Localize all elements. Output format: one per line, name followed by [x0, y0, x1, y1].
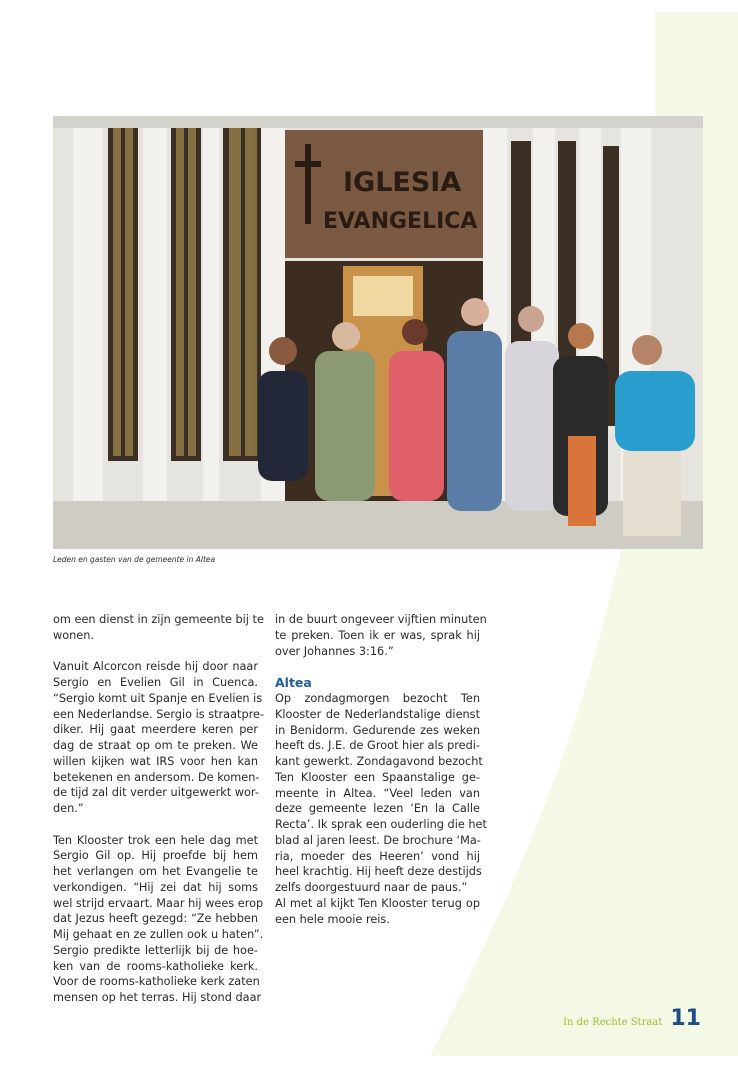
- text-line: Mij gehaat en ze zullen ook u haten”.: [53, 928, 264, 941]
- text-line: heeft ds. J.E. de Groot hier als predi-: [275, 739, 480, 753]
- text-line: Al met al kijkt Ten Klooster terug op: [275, 896, 480, 910]
- text-line: een Nederlandse. Sergio is straatpre-: [53, 707, 265, 721]
- text-line: diker. Hij gaat meerdere keren per: [53, 723, 258, 737]
- text-line: Sergio Gil op. Hij proefde bij hem: [53, 849, 258, 863]
- text-line: ken van de rooms-katholieke kerk.: [53, 959, 258, 973]
- paragraph-gap: [53, 817, 258, 833]
- paragraph-gap: [275, 659, 480, 675]
- text-line: Voor de rooms-katholieke kerk zaten: [53, 975, 260, 989]
- text-line: over Johannes 3:16.”: [275, 644, 394, 658]
- text-line: wel strijd ervaart. Maar hij wees erop: [53, 896, 264, 910]
- text-line: Sergio predikte letterlijk bij de hoe-: [53, 943, 258, 957]
- text-line: om een dienst in zijn gemeente bij te: [53, 613, 264, 626]
- text-line: te preken. Toen ik er was, sprak hij: [275, 628, 480, 642]
- text-line: Recta’. Ik sprak een ouderling die het: [275, 818, 487, 831]
- text-line: Klooster de Nederlandstalige dienst: [275, 707, 480, 721]
- text-line: “Sergio komt uit Spanje en Evelien is: [53, 691, 263, 705]
- text-line: het verlangen om het Evangelie te: [53, 865, 258, 878]
- photo-caption: Leden en gasten van de gemeente in Altea: [53, 555, 216, 564]
- text-line: in de buurt ongeveer vijftien minuten: [275, 613, 487, 626]
- text-line: wonen.: [53, 628, 95, 642]
- page-number: 11: [670, 1006, 701, 1031]
- text-line: verkondigen. “Hij zei dat hij soms: [53, 880, 258, 894]
- text-line: heel krachtig. Hij heeft deze destijds: [275, 865, 482, 879]
- text-line: dag de straat op om te preken. We: [53, 739, 258, 752]
- article-column-2: [275, 612, 487, 927]
- text-line: meente in Altea. “Veel leden van: [275, 786, 480, 800]
- paragraph-gap: [53, 644, 258, 660]
- text-line: ria, moeder des Heeren’ vond hij: [275, 849, 480, 863]
- text-line: kant gewerkt. Zondagavond bezocht: [275, 755, 483, 768]
- sign-text-line2: EVANGELICA: [323, 209, 478, 234]
- text-line: in Benidorm. Gedurende zes weken: [275, 723, 480, 737]
- text-line: Op zondagmorgen bezocht Ten: [275, 692, 480, 705]
- text-line: een hele mooie reis.: [275, 912, 390, 926]
- text-line: zelfs doorgestuurd naar de paus.”: [275, 881, 468, 894]
- text-line: de tijd zal dit verder uitgewerkt wor-: [53, 786, 259, 800]
- article-column-1: [53, 612, 265, 1006]
- magazine-title: In de Rechte Straat: [563, 1017, 663, 1028]
- text-line: deze gemeente lezen ‘En la Calle: [275, 802, 480, 816]
- text-line: mensen op het terras. Hij stond daar: [53, 991, 262, 1004]
- text-line: betekenen en andersom. De komen-: [53, 770, 260, 784]
- page-footer: [563, 1006, 701, 1031]
- text-line: blad al jaren leest. De brochure ‘Ma-: [275, 833, 481, 847]
- text-line: Sergio en Evelien Gil in Cuenca.: [53, 676, 258, 689]
- text-line: Ten Klooster een Spaanstalige ge-: [275, 770, 480, 784]
- text-line: willen kijken wat IRS voor hen kan: [53, 754, 258, 768]
- section-heading: Altea: [275, 675, 312, 690]
- text-line: Ten Klooster trok een hele dag met: [53, 833, 258, 847]
- text-line: den.”: [53, 802, 84, 815]
- sign-text-line1: IGLESIA: [343, 167, 462, 198]
- text-line: Vanuit Alcorcon reisde hij door naar: [53, 660, 258, 674]
- church-photo: [53, 116, 703, 549]
- text-line: dat Jezus heeft gezegd: “Ze hebben: [53, 912, 258, 926]
